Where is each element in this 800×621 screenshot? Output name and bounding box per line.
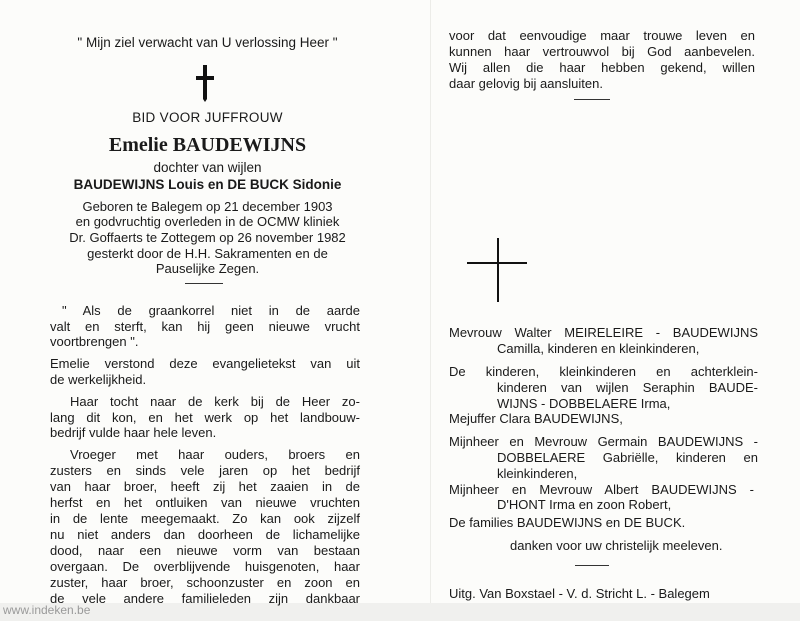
- thanks-line: danken voor uw christelijk meeleven.: [510, 538, 723, 553]
- text-line: daar gelovig bij aansluiten.: [449, 76, 603, 91]
- text-line: Haar tocht naar de kerk bij de Heer zo-: [70, 394, 360, 409]
- bio-line: en godvruchtig overleden in de OCMW kliniek: [75, 214, 340, 229]
- text-line: Emelie verstond deze evangelietekst van uit: [50, 356, 360, 371]
- site-watermark: www.indeken.be: [3, 603, 91, 617]
- text-line: de werkelijkheid.: [50, 372, 147, 387]
- bid-voor: BID VOOR JUFFROUW: [132, 110, 283, 125]
- parents: BAUDEWIJNS Louis en DE BUCK Sidonie: [73, 177, 342, 192]
- bio-line: gesterkt door de H.H. Sakramenten en de: [87, 246, 328, 261]
- family-line: DOBBELAERE Gabriëlle, kinderen en: [497, 450, 758, 465]
- text-line: lang dit kon, en het werk op het landbouw-: [50, 410, 360, 425]
- text-line: kunnen haar vertrouwvol bij God aanbevelen.: [449, 44, 755, 59]
- family-line: D'HONT Irma en zoon Robert,: [497, 497, 672, 512]
- text-line: overgaan. De overblijvende huisgenoten, haar: [50, 559, 360, 574]
- family-line: WIJNS - DOBBELAERE Irma,: [497, 396, 671, 411]
- divider: [575, 565, 609, 566]
- text-line: Vroeger met haar ouders, broers en: [70, 447, 360, 462]
- family-line: De kinderen, kleinkinderen en achterklein-: [449, 364, 758, 379]
- card-fold: [430, 0, 431, 621]
- text-line: bedrijf vulde haar hele leven.: [50, 425, 217, 440]
- large-cross-icon: [465, 236, 529, 304]
- bio-line: Geboren te Balegem op 21 december 1903: [82, 199, 333, 214]
- text-line: de vele andere familieleden zijn dankbaar: [50, 591, 360, 606]
- small-cross-icon: [193, 61, 217, 103]
- text-line: nu niet anders dan doorheen de lichamelijke: [50, 527, 360, 542]
- text-line: " Als de graankorrel niet in de aarde: [62, 303, 360, 318]
- publisher: Uitg. Van Boxstael - V. d. Stricht L. - Balegem: [449, 586, 710, 601]
- text-line: van haar broer, heeft zij het zaaien in de: [50, 479, 360, 494]
- family-line: Mevrouw Walter MEIRELEIRE - BAUDEWIJNS: [449, 325, 758, 340]
- family-line: kinderen van wijlen Seraphin BAUDE-: [497, 380, 758, 395]
- family-line: Mijnheer en Mevrouw Germain BAUDEWIJNS -: [449, 434, 758, 449]
- family-line: Camilla, kinderen en kleinkinderen,: [497, 341, 700, 356]
- text-line: in de lente meegemaakt. Zo kan ook zijzelf: [50, 511, 360, 526]
- text-line: zuster, haar broer, schoonzuster en zoon en: [50, 575, 360, 590]
- family-line: Mijnheer en Mevrouw Albert BAUDEWIJNS -: [449, 482, 754, 497]
- text-line: dood, naar een nieuwe vorm van bestaan: [50, 543, 360, 558]
- text-line: Wij allen die haar hebben gekend, willen: [449, 60, 755, 75]
- text-line: zusters en sinds vele jaren op het bedrijf: [50, 463, 360, 478]
- text-line: herfst en het ontluiken van nieuwe vruchten: [50, 495, 360, 510]
- opening-quote: " Mijn ziel verwacht van U verlossing Heer ": [77, 35, 338, 50]
- bio-line: Dr. Goffaerts te Zottegem op 26 november 1982: [69, 230, 346, 245]
- family-line: De families BAUDEWIJNS en DE BUCK.: [449, 515, 686, 530]
- family-line: Mejuffer Clara BAUDEWIJNS,: [449, 411, 623, 426]
- family-line: kleinkinderen,: [497, 466, 578, 481]
- daughter-of: dochter van wijlen: [153, 160, 262, 175]
- divider: [574, 99, 610, 100]
- bio-line: Pauselijke Zegen.: [155, 261, 260, 276]
- text-line: valt en sterft, kan hij geen nieuwe vrucht: [50, 319, 360, 334]
- text-line: voor dat eenvoudige maar trouwe leven en: [449, 28, 755, 43]
- deceased-name: Emelie BAUDEWIJNS: [108, 134, 307, 156]
- divider: [185, 283, 223, 284]
- text-line: voortbrengen ".: [50, 334, 139, 349]
